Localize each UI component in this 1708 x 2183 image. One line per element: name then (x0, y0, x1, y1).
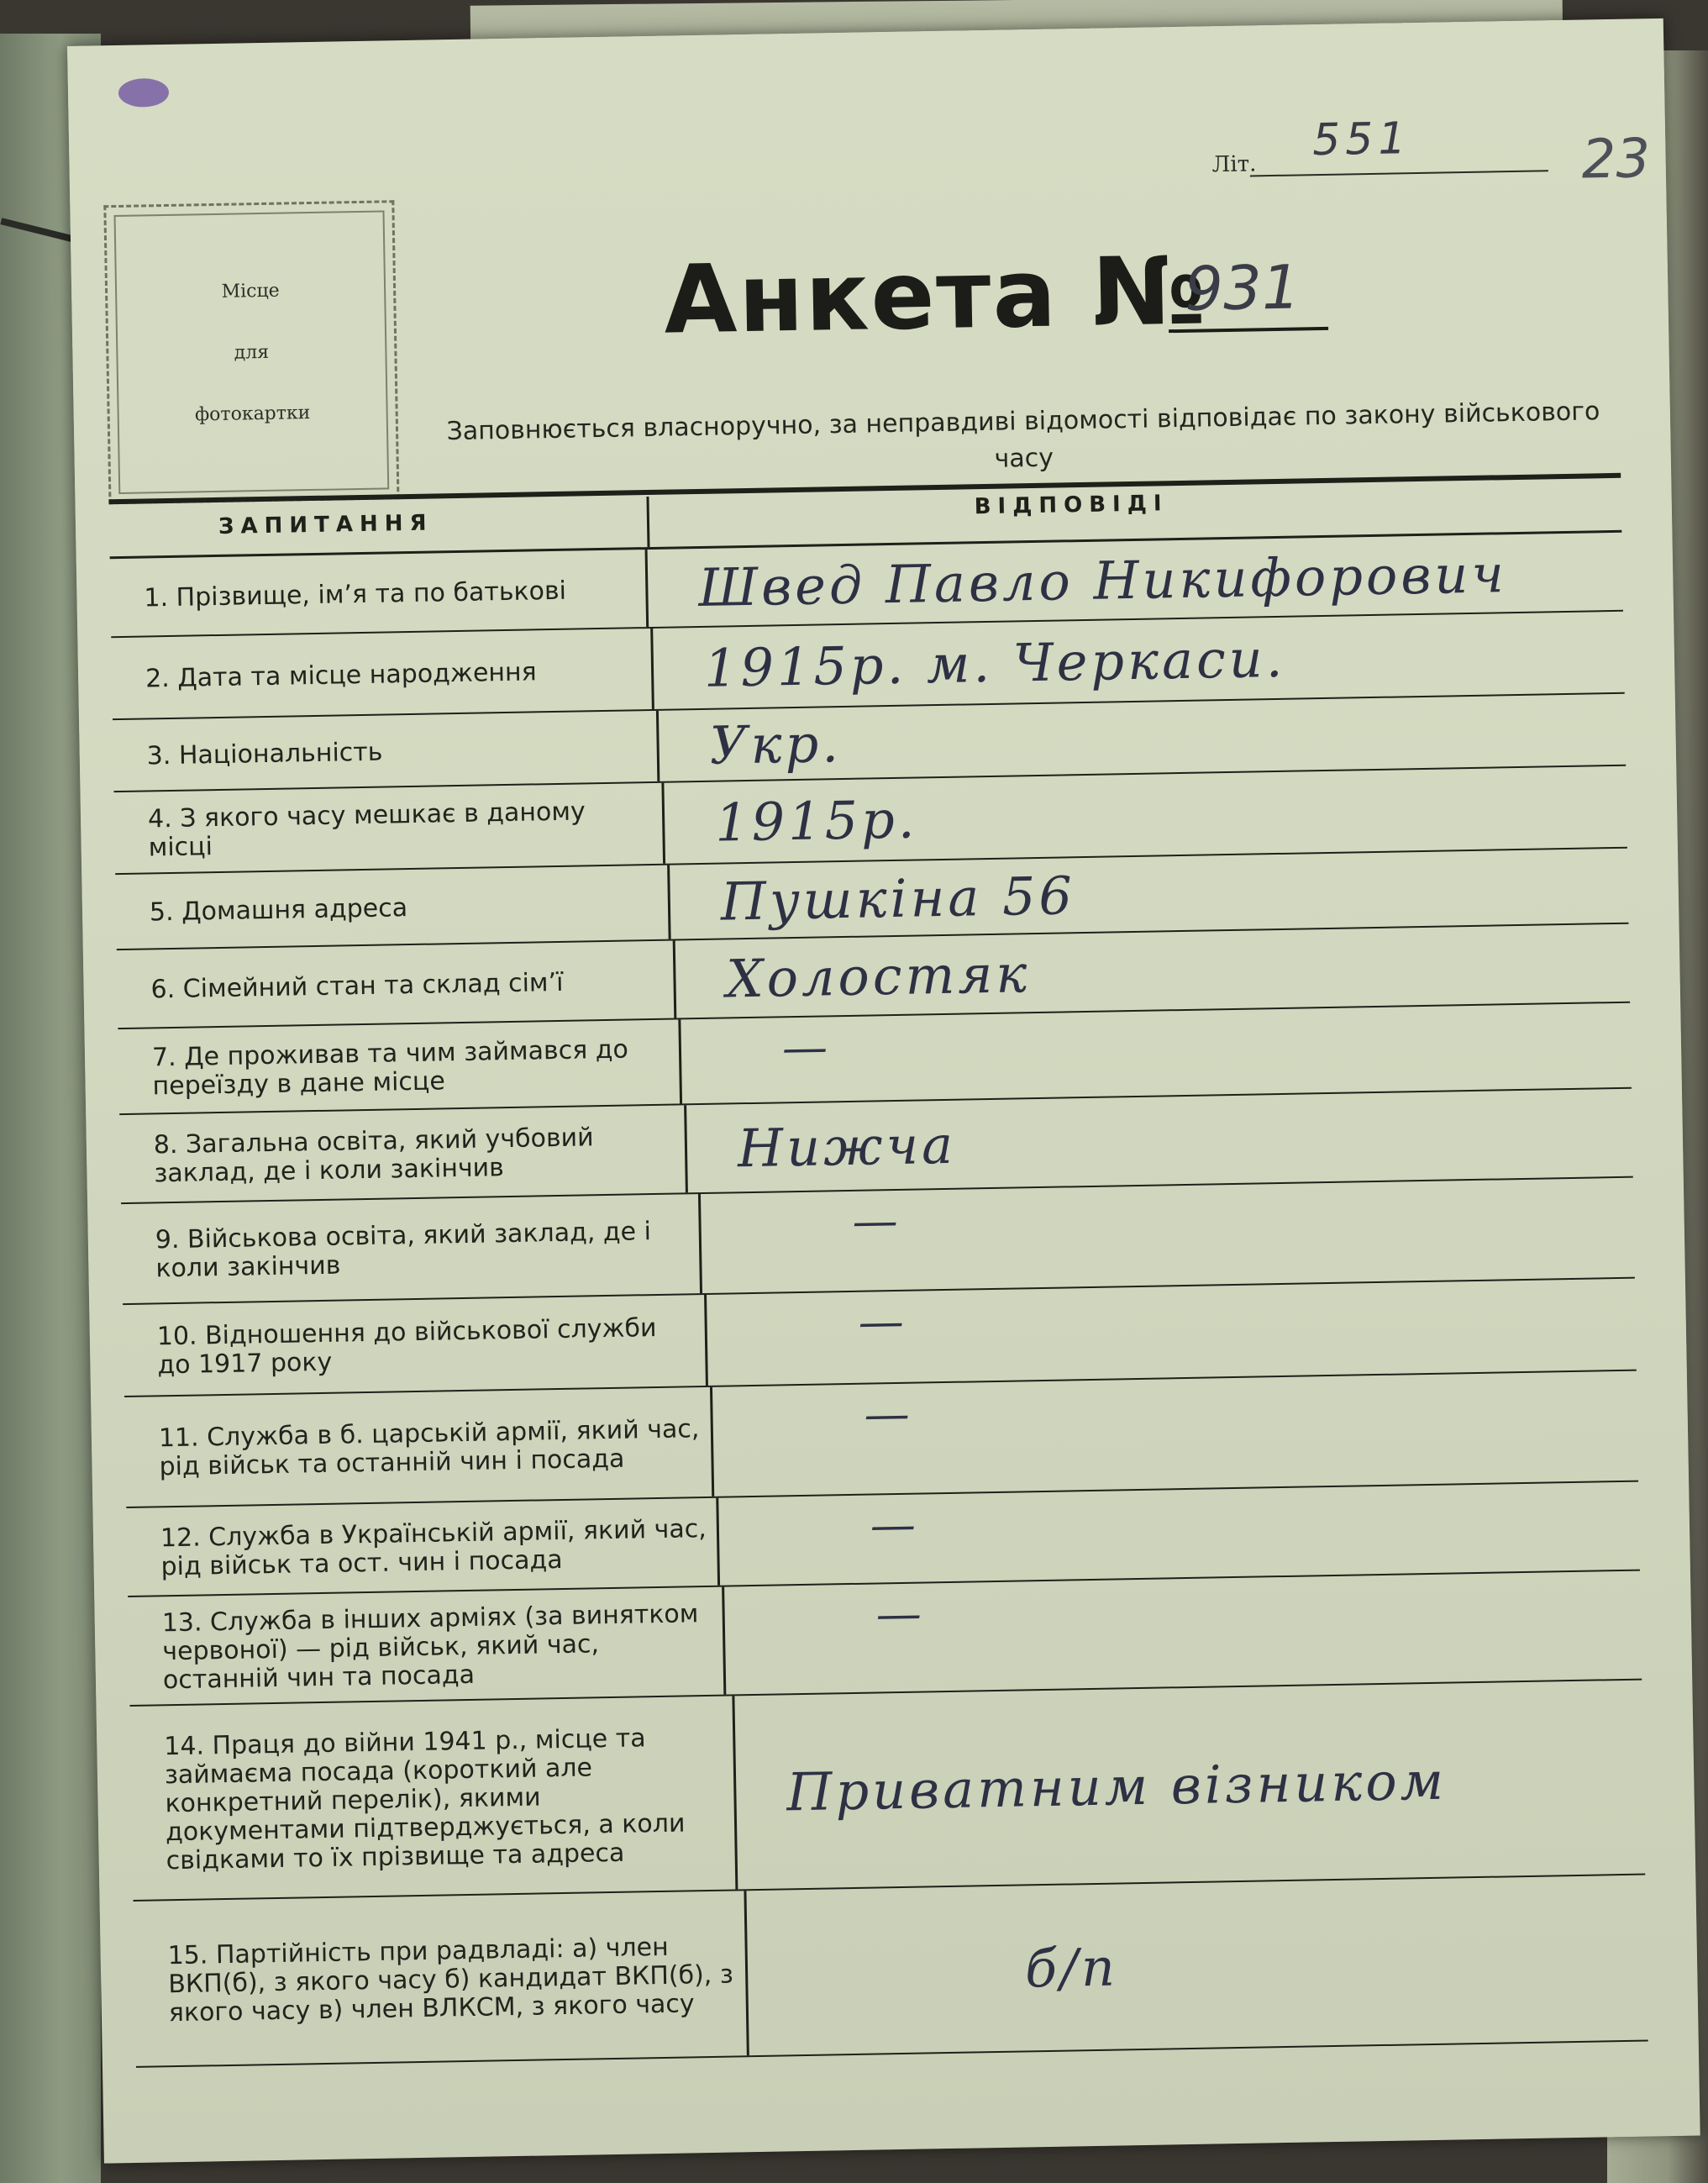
questionnaire-table (110, 533, 1648, 2068)
question-cell: 2. Дата та місце народження (111, 629, 654, 718)
answer-cell: — (851, 1193, 902, 1248)
question-cell: 10. Відношення до військової служби до 1917 року (123, 1295, 708, 1396)
table-row (129, 1681, 1645, 1902)
ink-stain (118, 78, 170, 108)
form-number: 931 (1184, 251, 1301, 324)
answer-cell: Холостяк (725, 942, 1031, 1009)
table-row (134, 1875, 1648, 2068)
lit-value: 551 (1311, 113, 1411, 166)
answer-cell: б/п (1024, 1936, 1119, 1999)
lit-underline (1250, 170, 1548, 176)
question-cell: 7. Де проживав та чим займався до переїзду в дане місце (118, 1019, 682, 1113)
answer-cell: Швед Павло Никифорович (697, 542, 1508, 618)
answer-cell: — (864, 1386, 914, 1441)
photo-label-line3: фотокартки (194, 402, 311, 425)
answers-header: ВІДПОВІДІ (974, 491, 1169, 520)
question-cell: 1. Прізвище, ім’я та по батькові (110, 550, 649, 636)
answer-cell: 1915р. (714, 787, 919, 854)
photo-label-line1: Місце (221, 280, 280, 302)
answer-cell: — (781, 1020, 832, 1075)
question-cell: 4. З якого часу мешкає в даному місці (114, 783, 666, 873)
photo-label-line2: для (234, 341, 270, 364)
answer-cell: Пушкіна 56 (720, 864, 1076, 933)
corner-page-number: 23 (1580, 128, 1651, 192)
question-cell: 5. Домашня адреса (115, 865, 670, 949)
question-cell: 15. Партійність при радвладі: а) член ВКП(б), з якого часу б) кандидат ВКП(б), з якого часу в) член ВЛКСМ, з якого часу (134, 1891, 749, 2066)
question-cell: 14. Праця до війни 1941 р., місце та займаєма посада (короткий але конкретний перелік), якими документами підтверджується, а коли свідками то їх прізвище та адреса (129, 1696, 738, 1900)
answer-cell: Укр. (708, 712, 843, 776)
answer-cell: — (870, 1497, 920, 1552)
question-cell: 11. Служба в б. царській армії, який час, рід військ та останній чин і посада (124, 1387, 714, 1507)
answer-cell: 1915р. м. Черкаси. (703, 627, 1286, 699)
photo-placeholder (103, 200, 399, 504)
question-cell: 13. Служба в інших арміях (за винятком червоної) — рід військ, який час, останній чин та посада (128, 1587, 726, 1705)
answer-cell: Приватним візником (786, 1749, 1448, 1823)
lit-label: Літ. (1211, 151, 1257, 178)
answer-cell: — (858, 1294, 908, 1349)
answer-cell: Нижча (737, 1113, 957, 1179)
form-instructions: Заповнюється власноручно, за неправдиві відомості відповідає по закону військового часу (446, 397, 1600, 474)
header-divider (646, 497, 649, 547)
question-cell: 12. Служба в Українській армії, який час, рід військ та ост. чин і посада (126, 1498, 720, 1596)
question-cell: 3. Національність (113, 711, 660, 791)
question-cell: 6. Сімейний стан та склад сім’ї (117, 941, 677, 1028)
questionnaire-sheet (67, 18, 1700, 2164)
question-cell: 8. Загальна освіта, який учбовий заклад, де і коли закінчив (119, 1105, 688, 1202)
form-title: Анкета № (663, 236, 1208, 355)
question-cell: 9. Військова освіта, який заклад, де і коли закінчив (121, 1194, 702, 1303)
questions-header: ЗАПИТАННЯ (218, 510, 434, 539)
answer-cell: — (875, 1586, 926, 1641)
